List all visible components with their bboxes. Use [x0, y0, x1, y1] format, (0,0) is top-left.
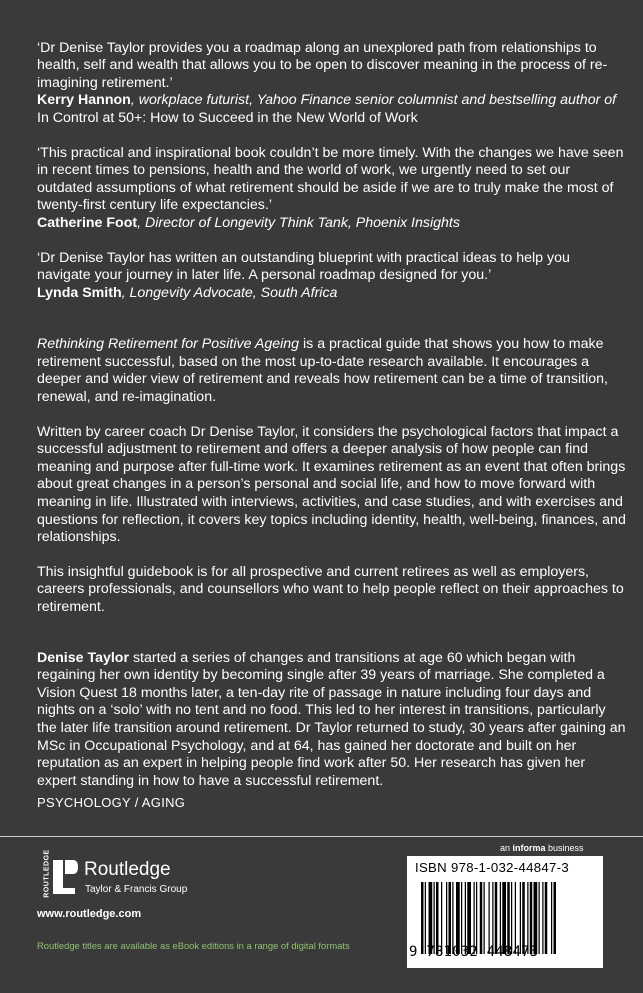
barcode-digits-text: 9 781032 448473: [409, 944, 539, 960]
subject-category: PSYCHOLOGY / AGING: [37, 795, 186, 810]
informa-suffix: business: [545, 843, 584, 853]
endorser-role: , workplace futurist, Yahoo Finance senior columnist and bestselling author of: [130, 92, 617, 109]
informa-prefix: an: [500, 843, 513, 853]
endorsement-3: [37, 250, 627, 302]
back-cover-text: [37, 40, 627, 807]
logo-side-label: [37, 849, 51, 898]
barcode-bar: [539, 882, 540, 954]
barcode-bar: [542, 882, 543, 954]
endorsement-attribution: [37, 215, 627, 232]
divider: [0, 836, 643, 837]
author-bio-text: started a series of changes and transitions at age 60 which began with regaining her own identity by becoming single after 39 years of marriage. She completed a Vision Quest 18 months later, a ten-day rite of passage in nature including four days and nights on a ‘solo’ with no tent and no food. This led to her interest in transitions, particularly the later life transition around retirement. Dr Taylor returned to study, 30 years after gaining an MSc in Occupational Psychology, and at 64, has gained her doctorate and built on her reputation as an expert in helping people find work after 50. Her research has given her expert standing in how to have a successful retirement.: [37, 649, 626, 789]
endorser-book: In Control at 50+: How to Succeed in the New World of Work: [37, 109, 418, 126]
publisher-name: Routledge: [84, 859, 171, 880]
endorser-name: Lynda Smith: [37, 284, 122, 301]
barcode-bar: [551, 882, 552, 954]
routledge-mark-icon: [51, 858, 79, 896]
author-name: Denise Taylor: [37, 649, 129, 666]
description-paragraph-3: This insightful guidebook is for all prospective and current retirees as well as employers, careers professionals, and counsellors who want to help people reflect on their approaches to retirement.: [37, 563, 624, 615]
routledge-logo: [37, 849, 237, 900]
endorser-name: Kerry Hannon: [37, 92, 131, 109]
description-paragraph-1: [37, 336, 627, 406]
endorsement-1: [37, 40, 627, 127]
publisher-url[interactable]: www.routledge.com: [37, 908, 142, 920]
informa-brand: informa: [512, 843, 546, 853]
side-label-text: ROUTLEDGE: [43, 849, 51, 898]
isbn-label: ISBN 978-1-032-44847-3: [415, 860, 569, 875]
endorsement-quote: ‘Dr Denise Taylor has written an outstanding blueprint with practical ideas to help you navigate your journey in later life. A personal roadmap designed for you.’: [37, 250, 570, 284]
endorsement-attribution: [37, 92, 627, 127]
isbn-barcode-box: [407, 856, 603, 968]
endorsement-2: [37, 145, 627, 232]
endorsement-attribution: [37, 285, 627, 302]
barcode-bar: [545, 882, 548, 954]
endorsement-quote: ‘Dr Denise Taylor provides you a roadmap along an unexplored path from relationships to health, self and wealth that allows you to be open to discover meaning in the process of re-imagining retirement.’: [37, 40, 608, 91]
description-paragraph-2: Written by career coach Dr Denise Taylor, it considers the psychological factors that impact a successful adjustment to retirement and offers a deeper analysis of how people can find meaning and purpose after full-time work. It examines retirement as an event that often brings about great changes in a person’s personal and social life, and how to move forward with meaning in life. Illustrated with interviews, activities, and case studies, and with exercises and questions for reflection, it covers key topics including identity, health, well-being, finances, and relationships.: [37, 423, 626, 546]
book-title: Rethinking Retirement for Positive Ageing: [37, 336, 300, 353]
endorser-role: , Director of Longevity Think Tank, Phoenix Insights: [137, 214, 460, 231]
endorsement-quote: ‘This practical and inspirational book couldn’t be more timely. With the changes we have seen in recent times to pensions, health and the world of work, we urgently need to set our outdated assumptions of what retirement should be aside if we are to truly make the most of twenty-first century life expectancies.’: [37, 145, 624, 214]
endorser-name: Catherine Foot: [37, 214, 138, 231]
author-bio: [37, 650, 627, 791]
barcode-bar: [554, 882, 557, 954]
ebook-note: Routledge titles are available as eBook editions in a range of digital formats: [37, 940, 350, 951]
informa-tagline: [500, 843, 584, 853]
publisher-group: Taylor & Francis Group: [85, 884, 188, 895]
endorser-role: , Longevity Advocate, South Africa: [121, 284, 338, 301]
description-text: is a practical guide that shows you how to make retirement successful, based on the most up-to-date research available. It encourages a deeper and wider view of retirement and reveals how retirement can be a time of transition, renewal, and re-imagination.: [37, 336, 608, 406]
